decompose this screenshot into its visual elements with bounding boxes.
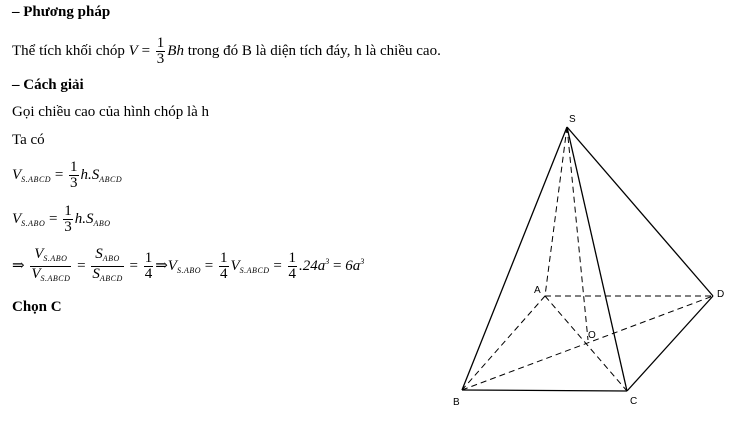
answer-choice: Chọn C	[12, 299, 62, 315]
solution-heading: – Cách giải	[12, 77, 84, 93]
formula-equals: =	[141, 42, 151, 59]
edge-SC	[567, 127, 627, 391]
label-B: B	[453, 397, 460, 408]
equation-ratio: ⇒ $\frac{V_{S.ABO}}{V_{S.ABCD}}$ = $\frac{S_{ABO}}{S_{ABCD}}$ = $\frac{1}{4}$ $\Rightarrow V_{S.ABO}$ = $\frac{1}{4}$ $V_{S.ABCD}$ = $\frac{1}{4}$ $.24a^3 = 6a^3$	[12, 246, 365, 283]
label-O: O	[588, 330, 596, 341]
formula-fraction: $\frac{1}{3}$	[156, 35, 165, 67]
method-text-after: trong đó B là diện tích đáy, h là chiều cao.	[187, 42, 441, 59]
formula-bh: Bh	[167, 42, 184, 59]
solution-line-height: Gọi chiều cao của hình chóp là h	[12, 104, 210, 120]
edge-SB	[462, 127, 567, 390]
edge-CD	[627, 296, 713, 391]
equation-volume-abcd: $V_{S.ABCD}$ = $\frac{1}{3}$ $h.S_{ABCD}$	[12, 159, 123, 191]
equation-volume-abo: $V_{S.ABO}$ = $\frac{1}{3}$ $h.S_{ABO}$	[12, 203, 111, 235]
method-heading: – Phương pháp	[12, 4, 111, 20]
label-C: C	[630, 396, 638, 407]
edge-SA-hidden	[545, 127, 567, 296]
edge-BC	[462, 390, 627, 391]
edge-AB-hidden	[462, 296, 545, 390]
formula-volume-symbol: V	[128, 42, 138, 59]
solution-line-ta-co: Ta có	[12, 132, 45, 148]
label-A: A	[534, 285, 541, 296]
label-S: S	[569, 114, 576, 125]
edge-SO-hidden	[567, 127, 588, 340]
diagonal-BD-hidden	[462, 296, 713, 390]
label-D: D	[717, 289, 725, 300]
method-text-before: Thể tích khối chóp	[12, 42, 125, 59]
edge-SD	[567, 127, 713, 296]
